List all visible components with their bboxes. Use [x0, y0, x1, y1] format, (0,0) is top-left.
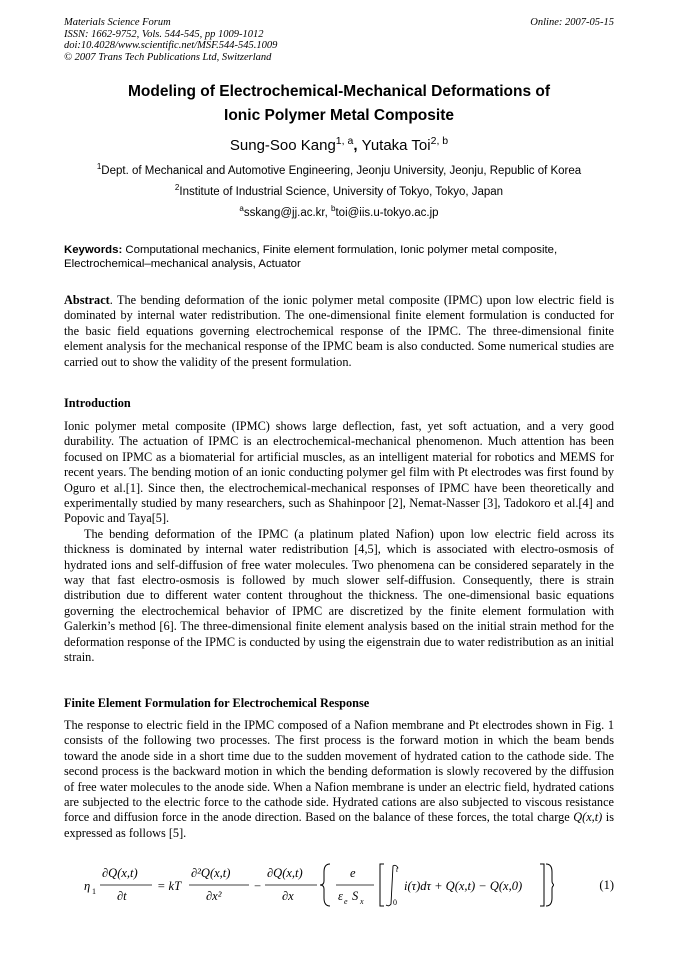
- keywords-label: Keywords:: [64, 244, 123, 256]
- introduction-paragraph-1: Ionic polymer metal composite (IPMC) shows large deflection, fast, yet soft actuation, and a very good durability. The actuation of IPMC is an electrochemical-mechanical phenomenon. Much attention has been focused on IPMC as a biomaterial for artificial muscles, as an intelligent material for robotics and MEMS for recent years. The bending motion of an ionic conducting polymer gel film with Pt electrodes was first found by Oguro et al.[1]. Since then, the electrochemical-mechanical responses of IPMC have been theoretically and experimentally studied by many researchers, such as Shahinpoor [2], Nemat-Nasser [3], Tadokoro et al.[4] and Popovic and Taya[5].: [64, 419, 614, 526]
- keywords-text: Computational mechanics, Finite element formulation, Ionic polymer metal composite, Electrochemical–mechanical analysis, Actuator: [64, 244, 558, 271]
- minus-sign-1: −: [254, 879, 262, 893]
- right-brace: [546, 864, 554, 906]
- total-charge-symbol: Q(x,t): [573, 810, 603, 825]
- eta-subscript: 1: [92, 887, 96, 896]
- keywords: [64, 243, 614, 271]
- author-1-affil: 1, a: [335, 135, 354, 147]
- kt-term: = kT: [157, 879, 182, 893]
- integrand: i(τ)dτ + Q(x,t) − Q(x,0): [404, 879, 523, 893]
- equation-number: (1): [599, 878, 614, 892]
- paper-title: [64, 80, 614, 128]
- email-line: [64, 204, 614, 219]
- equation-1-formula: [84, 860, 554, 910]
- introduction-heading: Introduction: [64, 396, 131, 410]
- left-bracket: [380, 864, 384, 906]
- introduction-paragraph-2: The bending deformation of the IPMC (a platinum plated Nafion) upon low electric field across its thickness is dominated by internal water redistribution [4,5], which is associated with electro-osmosis of hydrated ions and self-diffusion of free water molecules. Two phenomena can be considered separately in the way that fast electro-osmosis is followed by much slower self-diffusion. Consequently, there is strain distribution due to different water content throughout the thickness. The one-dimensional basic equations governing the electrochemical behavior of IPMC are discretized by the finite element formulation with Galerkin’s method [6]. The three-dimensional finite element analysis based on the initial strain method for the deformation response of the IPMC is conducted by using the eigenstrain due to water redistribution as an initial strain.: [64, 526, 614, 665]
- affiliation-2: [64, 183, 614, 198]
- doi-line: doi:10.4028/www.scientific.net/MSF.544-545.1009: [64, 40, 278, 51]
- dx2-denominator: ∂x²: [206, 889, 222, 903]
- dx-denominator: ∂x: [282, 889, 294, 903]
- eta-symbol: η: [84, 879, 91, 893]
- email-a[interactable]: sskang@jj.ac.kr,: [243, 207, 331, 219]
- affiliation-1: [64, 162, 614, 177]
- dt-denominator: ∂t: [117, 889, 127, 903]
- author-list: [64, 137, 614, 154]
- fe-section-body: [64, 718, 614, 841]
- author-2: Yutaka Toi: [361, 137, 431, 154]
- dq-numerator: ∂Q(x,t): [102, 866, 138, 880]
- affiliation-1-text: Dept. of Mechanical and Automotive Engineering, Jeonju University, Jeonju, Republic of Korea: [101, 165, 582, 177]
- introduction-body: [64, 419, 614, 666]
- integral-lower-limit: 0: [393, 898, 397, 907]
- e-numerator: e: [350, 866, 356, 880]
- s-subscript: x: [360, 897, 364, 906]
- abstract-label: Abstract: [64, 293, 110, 307]
- fe-paragraph-1: The response to electric field in the IPMC composed of a Nafion membrane and Pt electrodes shown in Fig. 1 consists of the following two processes. The first process is the forward motion in which the beam bends toward the anode side in a short time due to the sudden movement of hydrated cation to the cathode side. The second process is the backward motion in which the bending deformation is slowly recovered by the diffusion of free water molecules to the anode side. When a Nafion membrane is under an electric field, hydrated cations are subjected to the electric force to the cathode side. Hydrated cations are also subjected to viscous resistance force and diffusion force in the anode direction. Based on the balance of these forces, the total charge: [64, 718, 614, 825]
- integral-upper-limit: t: [396, 865, 399, 874]
- epsilon-symbol: ε: [338, 889, 343, 903]
- email-a-mark: a: [239, 204, 244, 214]
- title-line-2: Ionic Polymer Metal Composite: [224, 107, 454, 124]
- email-b-mark: b: [331, 204, 336, 214]
- author-2-affil: 2, b: [430, 135, 449, 147]
- affiliation-2-mark: 2: [174, 183, 180, 193]
- author-separator: ,: [353, 137, 362, 154]
- equation-1: [64, 860, 614, 910]
- right-bracket: [540, 864, 544, 906]
- fe-paragraph-1-end: is expressed as follows [5].: [64, 810, 614, 840]
- author-1: Sung-Soo Kang: [229, 137, 336, 154]
- journal-header: [64, 17, 277, 63]
- title-line-1: Modeling of Electrochemical-Mechanical Deformations of: [127, 83, 551, 100]
- abstract-text: . The bending deformation of the ionic polymer metal composite (IPMC) upon low electric field is dominated by internal water redistribution. The one-dimensional finite element formulation is conducted for the basic field equations governing electrochemical response of the IPMC. The three-dimensional finite element analysis for the mechanical response of the IPMC beam is also conducted. Some numerical studies are carried out to show the validity of the present formulation.: [64, 293, 614, 369]
- affiliation-2-text: Institute of Industrial Science, University of Tokyo, Tokyo, Japan: [179, 186, 504, 198]
- issn-line: ISSN: 1662-9752, Vols. 544-545, pp 1009-1012: [64, 28, 264, 40]
- fe-section-heading: Finite Element Formulation for Electrochemical Response: [64, 696, 370, 710]
- copyright-line: © 2007 Trans Tech Publications Ltd, Switzerland: [64, 51, 272, 63]
- abstract: [64, 293, 614, 370]
- online-date: Online: 2007-05-15: [530, 17, 614, 28]
- d2q-numerator: ∂²Q(x,t): [191, 866, 231, 880]
- dq-numerator-2: ∂Q(x,t): [267, 866, 303, 880]
- journal-name: Materials Science Forum: [64, 17, 171, 28]
- left-brace: [320, 864, 330, 906]
- epsilon-subscript: e: [344, 897, 348, 906]
- email-b[interactable]: toi@iis.u-tokyo.ac.jp: [335, 207, 439, 219]
- affiliation-1-mark: 1: [96, 162, 102, 172]
- s-symbol: S: [352, 889, 359, 903]
